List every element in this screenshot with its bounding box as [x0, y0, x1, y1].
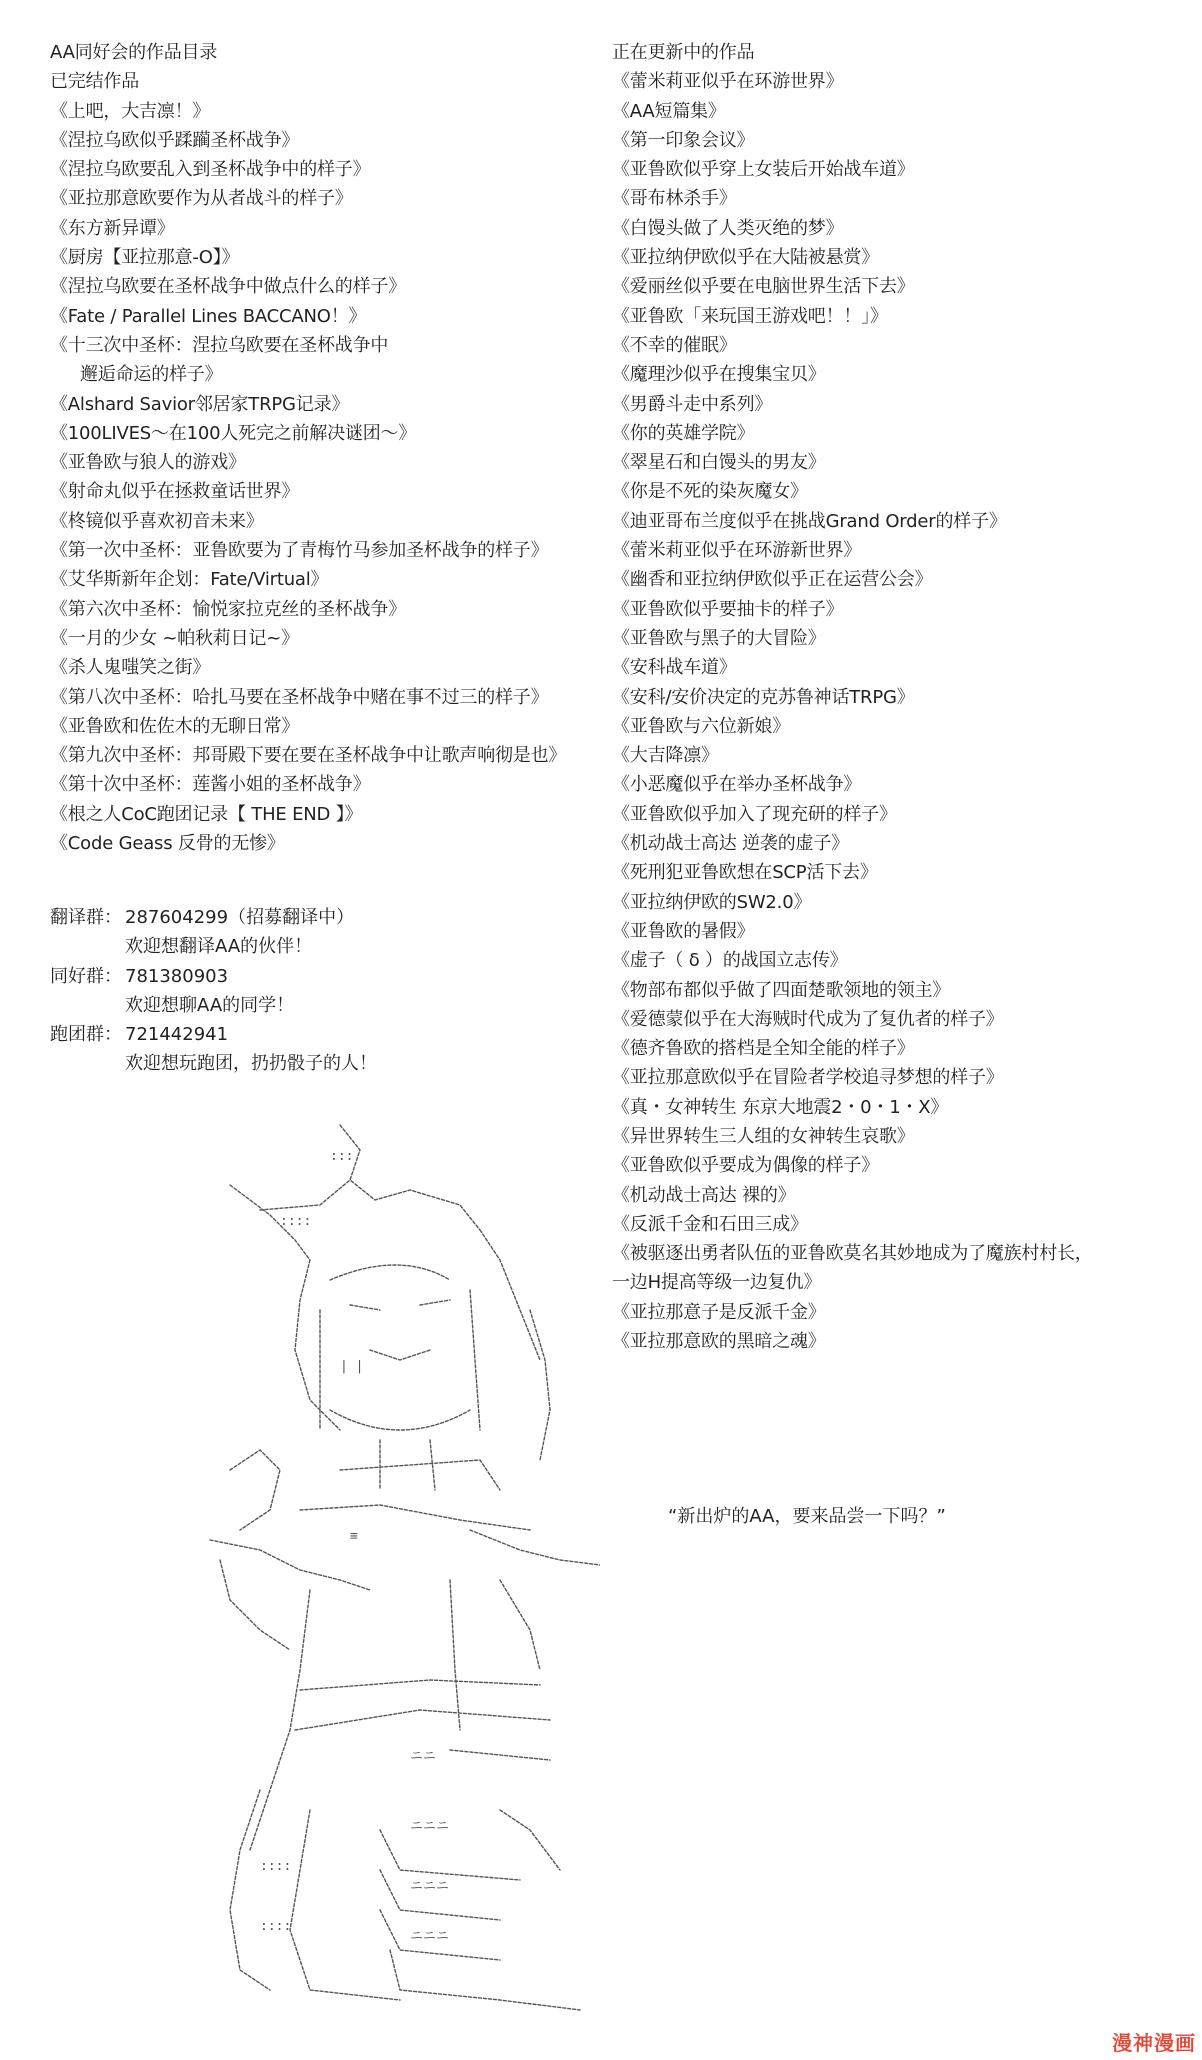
aa-caption: “新出炉的AA，要来品尝一下吗？”: [668, 1506, 946, 1527]
svg-text:| |: | |: [340, 1359, 364, 1374]
svg-text:ニニニ: ニニニ: [410, 1929, 450, 1944]
rp-group-label: 跑团群：: [50, 1024, 122, 1046]
ongoing-item: 《机动战士高达 逆袭的虚子》: [612, 833, 849, 855]
completed-item: 《第八次中圣杯：哈扎马要在圣杯战争中赌在事不过三的样子》: [50, 686, 549, 708]
ongoing-item: 《亚鲁欧与六位新娘》: [612, 715, 790, 737]
completed-item: 《一月的少女 ~帕秋莉日记~》: [50, 627, 299, 649]
rp-group-number: 721442941: [125, 1024, 229, 1046]
ongoing-item: 《蕾米莉亚似乎在环游新世界》: [612, 540, 862, 562]
fan-group: [50, 962, 570, 991]
svg-text:ニニニ: ニニニ: [410, 1819, 450, 1834]
ongoing-item: 《男爵斗走中系列》: [612, 393, 773, 415]
completed-item: 《Fate / Parallel Lines BACCANO！》: [50, 305, 367, 327]
ongoing-item: 《蕾米莉亚似乎在环游世界》: [612, 71, 844, 93]
ongoing-item: 《翠星石和白馒头的男友》: [612, 452, 826, 474]
completed-item: 《亚鲁欧和佐佐木的无聊日常》: [50, 715, 300, 737]
svg-text::::: :::: [330, 1149, 354, 1164]
completed-item: 《第十次中圣杯：莲酱小姐的圣杯战争》: [50, 774, 371, 796]
ongoing-item: 《哥布林杀手》: [612, 188, 737, 210]
ongoing-item: 《亚拉那意欧的黑暗之魂》: [612, 1331, 826, 1353]
ongoing-item: 《亚鲁欧的暑假》: [612, 920, 755, 942]
ongoing-item: 《亚鲁欧似乎要抽卡的样子》: [612, 598, 844, 620]
catalog-header: AA同好会的作品目录: [50, 42, 218, 63]
ongoing-item: 《大吉降凛》: [612, 745, 719, 767]
completed-item: 《射命丸似乎在拯救童话世界》: [50, 481, 300, 503]
svg-text:ニニ: ニニ: [410, 1749, 437, 1764]
ongoing-item: 《机动战士高达 裸的》: [612, 1184, 796, 1206]
completed-item: 《十三次中圣杯：涅拉乌欧要在圣杯战争中: [50, 334, 389, 356]
ongoing-item: 《异世界转生三人组的女神转生哀歌》: [612, 1125, 915, 1147]
ongoing-item: 《亚鲁欧「来玩国王游戏吧！！」》: [612, 305, 888, 327]
ascii-art-character-illustration: [200, 1110, 600, 2030]
ongoing-item: 《安科/安价决定的克苏鲁神话TRPG》: [612, 686, 915, 708]
ongoing-item: 《安科战车道》: [612, 657, 737, 679]
ongoing-item: 《AA短篇集》: [612, 100, 726, 122]
ongoing-item: 《虚子（ δ ）的战国立志传》: [612, 950, 848, 972]
ongoing-item: 《亚鲁欧似乎加入了现充研的样子》: [612, 803, 897, 825]
completed-item: 《Code Geass 反骨的无惨》: [50, 833, 285, 855]
ongoing-item: 《亚鲁欧似乎要成为偶像的样子》: [612, 1155, 879, 1177]
fan-group-number: 781380903: [125, 965, 229, 987]
ongoing-item: 《死刑犯亚鲁欧想在SCP活下去》: [612, 862, 878, 884]
completed-header: 已完结作品: [50, 71, 139, 93]
ongoing-item: 《被驱逐出勇者队伍的亚鲁欧莫名其妙地成为了魔族村村长，: [612, 1243, 1093, 1265]
completed-works-column: [50, 38, 600, 858]
rp-group: [50, 1020, 570, 1049]
ongoing-works-column: [612, 38, 1172, 1356]
completed-item: 《亚鲁欧与狼人的游戏》: [50, 452, 246, 474]
ongoing-item: 《爱德蒙似乎在大海贼时代成为了复仇者的样子》: [612, 1008, 1004, 1030]
ongoing-item: 《亚拉那意欧似乎在冒险者学校追寻梦想的样子》: [612, 1067, 1004, 1089]
ongoing-item: 《亚拉纳伊欧的SW2.0》: [612, 891, 812, 913]
ongoing-item: 《亚拉纳伊欧似乎在大陆被悬赏》: [612, 247, 879, 269]
ongoing-item: 《亚拉那意子是反派千金》: [612, 1301, 826, 1323]
ongoing-item: 《白馒头做了人类灭绝的梦》: [612, 217, 844, 239]
completed-item: 《Alshard Savior邻居家TRPG记录》: [50, 393, 350, 415]
translation-group-number: 287604299（招募翻译中）: [125, 907, 355, 928]
completed-item: 《上吧，大吉凛！》: [50, 100, 211, 122]
completed-item-continuation: 邂逅命运的样子》: [80, 364, 223, 386]
ongoing-item: 《你是不死的染灰魔女》: [612, 481, 808, 503]
completed-item: 《亚拉那意欧要作为从者战斗的样子》: [50, 188, 353, 210]
ongoing-item: 《幽香和亚拉纳伊欧似乎正在运营公会》: [612, 569, 933, 591]
completed-item: 《第一次中圣杯：亚鲁欧要为了青梅竹马参加圣杯战争的样子》: [50, 540, 549, 562]
completed-item: 《艾华斯新年企划：Fate/Virtual》: [50, 569, 329, 591]
completed-item: 《100LIVES～在100人死完之前解决谜团～》: [50, 422, 417, 444]
ongoing-item: 《物部布都似乎做了四面楚歌领地的领主》: [612, 979, 951, 1001]
fan-group-note: 欢迎想聊AA的同学！: [125, 994, 295, 1016]
ongoing-header: 正在更新中的作品: [612, 42, 755, 63]
ongoing-item: 《反派千金和石田三成》: [612, 1213, 808, 1235]
ascii-art-drawing: [200, 1110, 600, 2030]
ongoing-item: 《小恶魔似乎在举办圣杯战争》: [612, 774, 862, 796]
completed-item: 《涅拉乌欧似乎蹂躏圣杯战争》: [50, 129, 300, 151]
completed-item: 《根之人CoC跑团记录【 THE END 】》: [50, 803, 363, 825]
completed-item: 《涅拉乌欧要在圣杯战争中做点什么的样子》: [50, 276, 406, 298]
ongoing-item: 《迪亚哥布兰度似乎在挑战Grand Order的样子》: [612, 510, 1007, 532]
ongoing-item: 《德齐鲁欧的搭档是全知全能的样子》: [612, 1038, 915, 1060]
svg-text:::::: ::::: [260, 1859, 292, 1874]
ongoing-item: 《真・女神转生 东京大地震2・0・1・X》: [612, 1096, 949, 1118]
ongoing-item: 《爱丽丝似乎要在电脑世界生活下去》: [612, 276, 915, 298]
completed-item: 《柊镜似乎喜欢初音未来》: [50, 510, 264, 532]
ongoing-item: 《第一印象会议》: [612, 129, 755, 151]
ongoing-item: 《亚鲁欧似乎穿上女装后开始战车道》: [612, 159, 915, 181]
site-watermark: 漫神漫画: [1112, 2031, 1196, 2055]
completed-item: 《杀人鬼嗤笑之街》: [50, 657, 211, 679]
ongoing-item: 《不幸的催眠》: [612, 334, 737, 356]
translation-group: [50, 903, 570, 932]
svg-text:≡: ≡: [350, 1529, 358, 1544]
svg-text:::::: ::::: [280, 1214, 312, 1229]
completed-item: 《第六次中圣杯：愉悦家拉克丝的圣杯战争》: [50, 598, 406, 620]
fan-group-label: 同好群：: [50, 965, 122, 987]
completed-item: 《涅拉乌欧要乱入到圣杯战争中的样子》: [50, 159, 371, 181]
svg-text:::::: ::::: [260, 1919, 292, 1934]
completed-item: 《第九次中圣杯：邦哥殿下要在要在圣杯战争中让歌声响彻是也》: [50, 745, 567, 767]
completed-item: 《厨房【亚拉那意-O】》: [50, 247, 240, 269]
svg-text:ニニニ: ニニニ: [410, 1879, 450, 1894]
ongoing-item-continuation: 一边H提高等级一边复仇》: [612, 1272, 822, 1294]
ongoing-item: 《魔理沙似乎在搜集宝贝》: [612, 364, 826, 386]
ongoing-item: 《你的英雄学院》: [612, 422, 755, 444]
ongoing-item: 《亚鲁欧与黑子的大冒险》: [612, 627, 826, 649]
translation-group-label: 翻译群：: [50, 907, 122, 928]
completed-item: 《东方新异谭》: [50, 217, 175, 239]
translation-group-note: 欢迎想翻译AA的伙伴！: [125, 936, 313, 958]
group-info: [50, 903, 570, 1079]
rp-group-note: 欢迎想玩跑团，扔扔骰子的人！: [125, 1053, 377, 1075]
